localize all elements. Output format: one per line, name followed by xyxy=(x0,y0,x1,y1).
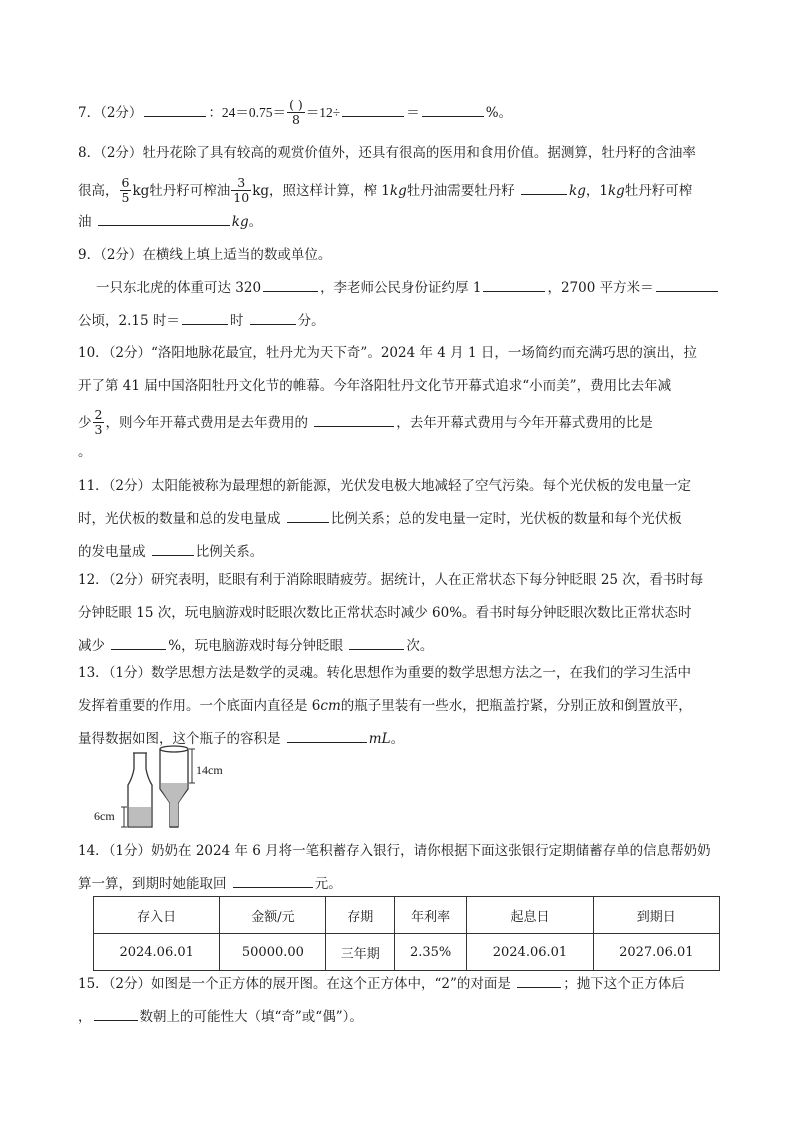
q9-blank-4[interactable] xyxy=(182,308,228,325)
q13-blank-1[interactable] xyxy=(287,726,367,743)
q15-line-2b: 数朝上的可能性大（填“奇”或“偶”）。 xyxy=(139,1009,363,1025)
q8-line-3b: 。 xyxy=(248,214,263,230)
q13-line-2a: 发挥着重要的作用。一个底面内直径是 6 xyxy=(78,698,321,714)
q14-blank-1[interactable] xyxy=(233,871,313,888)
q10-line-4: 。 xyxy=(78,444,92,460)
q9-blank-1[interactable] xyxy=(263,275,318,292)
q15-blank-1[interactable] xyxy=(517,971,561,988)
q7-fraction-denominator: 8 xyxy=(291,112,300,127)
q11-blank-1[interactable] xyxy=(287,506,329,523)
q8-line-2a: 很高， xyxy=(78,183,119,199)
q8-fraction-2 xyxy=(231,176,251,205)
q9-line-3a: 公顷，2.15 时＝ xyxy=(78,313,180,329)
q7-text-4: %。 xyxy=(485,105,513,121)
q9-line-1: 在横线上填上适当的数或单位。 xyxy=(142,247,332,263)
q9-blank-5[interactable] xyxy=(250,308,296,325)
q13-unit-cm: cm xyxy=(320,698,341,714)
table-header-row xyxy=(94,897,720,934)
question-12 xyxy=(78,564,728,663)
inverted-bottle-water xyxy=(161,783,187,826)
q7-blank-3[interactable] xyxy=(422,100,484,117)
q13-score: （1分） xyxy=(108,665,152,681)
table-cell: 50000.00 xyxy=(220,934,326,971)
q8-unit-kg-4: kg xyxy=(231,214,249,230)
q8-line-3a: 油 xyxy=(78,214,92,230)
question-14 xyxy=(78,835,728,901)
q7-text-2: ＝12÷ xyxy=(305,105,341,120)
q8-line-2d: 牡丹油需要牡丹籽 xyxy=(406,183,515,199)
q11-number: 11． xyxy=(78,478,109,494)
q15-blank-2[interactable] xyxy=(94,1004,138,1021)
q7-blank-2[interactable] xyxy=(342,100,404,117)
q14-line-1: 奶奶在 2024 年 6 月将一笔积蓄存入银行，请你根据下面这张银行定期储蓄存单的信息帮奶奶 xyxy=(151,843,711,859)
q14-score: （1分） xyxy=(108,843,152,859)
q9-line-2b: ，李老师公民身份证约厚 1 xyxy=(320,280,482,296)
question-7 xyxy=(78,96,728,130)
q8-fraction-1-denominator: 5 xyxy=(121,190,130,205)
q15-line-2a: ， xyxy=(78,1009,92,1025)
q11-line-2b: 比例关系；总的发电量一定时，光伏板的数量和每个光伏板 xyxy=(330,511,682,527)
q12-score: （2分） xyxy=(108,572,152,588)
q8-line-2e: ，1 xyxy=(585,183,608,199)
q13-line-2b: 的瓶子里装有一些水，把瓶盖拧紧，分别正放和倒置放平， xyxy=(340,698,692,714)
q10-score: （2分） xyxy=(108,345,152,361)
q8-line-2b: kg牡丹籽可榨油 xyxy=(132,183,231,199)
q8-blank-1[interactable] xyxy=(521,178,567,195)
table-header-cell: 存期 xyxy=(326,897,395,934)
table-row xyxy=(94,934,720,971)
q10-fraction-numerator: 2 xyxy=(94,407,103,422)
q13-line-3a: 量得数据如图，这个瓶子的容积是 xyxy=(78,731,281,747)
q15-line-1a: 如图是一个正方体的展开图。在这个正方体中，“2”的对面是 xyxy=(151,976,511,992)
table-header-cell: 到期日 xyxy=(593,897,719,934)
q9-line-3b: 时 xyxy=(229,313,244,329)
q7-fraction xyxy=(287,98,305,127)
table-cell: 2024.06.01 xyxy=(94,934,220,971)
q10-fraction-denominator: 3 xyxy=(94,422,103,437)
q9-line-2c: ，2700 平方米＝ xyxy=(547,280,654,296)
q10-line-2: 开了第 41 届中国洛阳牡丹文化节的帷幕。今年洛阳牡丹文化节开幕式追求“小而美”，费用比去年减 xyxy=(78,378,672,394)
q13-line-3c: 。 xyxy=(390,731,405,747)
q15-score: （2分） xyxy=(108,976,152,992)
q7-text-1: ：24＝0.75＝ xyxy=(208,105,287,120)
q11-line-3a: 的发电量成 xyxy=(78,544,146,560)
table-header-cell: 起息日 xyxy=(467,897,593,934)
table-header-cell: 存入日 xyxy=(94,897,220,934)
q8-fraction-1-numerator: 6 xyxy=(121,175,130,190)
table-header-cell: 年利率 xyxy=(394,897,466,934)
question-9 xyxy=(78,239,728,338)
q8-fraction-1 xyxy=(120,176,132,205)
q10-fraction xyxy=(93,408,105,437)
q8-line-2f: 牡丹籽可榨 xyxy=(624,183,693,199)
q10-line-3c: ，去年开幕式费用与今年开幕式费用的比是 xyxy=(396,415,653,431)
q8-blank-2[interactable] xyxy=(98,209,230,226)
q12-line-3a: 减少 xyxy=(78,638,105,654)
q14-line-2a: 算一算，到期时她能取回 xyxy=(78,876,227,892)
q9-score: （2分） xyxy=(100,247,143,263)
q8-number: 8． xyxy=(78,145,101,161)
q13-label-6cm: 6cm xyxy=(94,809,115,823)
q8-unit-kg-2: kg xyxy=(569,183,586,199)
table-cell: 三年期 xyxy=(326,934,395,971)
q8-unit-kg-1: kg xyxy=(389,183,407,199)
table-header-cell: 金额/元 xyxy=(220,897,326,934)
q11-blank-2[interactable] xyxy=(152,539,194,556)
upright-bottle-water xyxy=(129,807,151,826)
bottle-diagram xyxy=(120,745,240,835)
question-10 xyxy=(78,337,728,469)
q12-line-3b: %，玩电脑游戏时每分钟眨眼 xyxy=(168,638,344,654)
q11-line-2a: 时，光伏板的数量和总的发电量成 xyxy=(78,511,281,527)
q7-fraction-numerator: ( ) xyxy=(289,97,303,112)
q9-line-2a: 一只东北虎的体重可达 320 xyxy=(96,280,262,296)
q14-line-2b: 元。 xyxy=(314,876,342,892)
q13-label-14cm: 14cm xyxy=(196,763,223,777)
q10-number: 10． xyxy=(78,345,109,361)
q8-score: （2分） xyxy=(100,145,143,161)
q15-number: 15． xyxy=(78,976,109,992)
q9-blank-3[interactable] xyxy=(656,275,718,292)
q8-line-2c: kg，照这样计算，榨 1 xyxy=(252,183,390,199)
question-11 xyxy=(78,470,728,569)
q7-score: （2分） xyxy=(100,105,143,121)
q13-number: 13． xyxy=(78,665,109,681)
table-cell: 2024.06.01 xyxy=(467,934,593,971)
q9-number: 9． xyxy=(78,247,101,263)
q11-score: （2分） xyxy=(108,478,152,494)
table-cell: 2027.06.01 xyxy=(593,934,719,971)
q10-line-3b: ，则今年开幕式费用是去年费用的 xyxy=(105,415,308,431)
q13-line-1: 数学思想方法是数学的灵魂。转化思想作为重要的数学思想方法之一，在我们的学习生活中 xyxy=(151,665,692,681)
q8-fraction-2-numerator: 3 xyxy=(231,176,251,191)
q10-line-1: “洛阳地脉花最宜，牡丹尤为天下奇”。2024 年 4 月 1 日，一场简约而充满巧思的演出，拉 xyxy=(151,345,697,361)
q12-line-2: 分钟眨眼 15 次，玩电脑游戏时眨眼次数比正常状态时减少 60%。看书时每分钟眨眼次数比正常状态时 xyxy=(78,605,692,621)
question-13 xyxy=(78,657,728,756)
q7-number: 7． xyxy=(78,105,101,121)
q12-line-1: 研究表明，眨眼有利于消除眼睛疲劳。据统计，人在正常状态下每分钟眨眼 25 次，看书时每 xyxy=(151,572,704,588)
q10-line-3a: 少 xyxy=(78,415,92,431)
deposit-slip-table xyxy=(93,896,720,971)
q12-blank-2[interactable] xyxy=(349,633,404,650)
q13-unit-ml: mL xyxy=(368,731,391,747)
q11-line-3b: 比例关系。 xyxy=(195,544,264,560)
q15-line-1b: ；抛下这个正方体后 xyxy=(563,976,685,992)
q7-text-3: ＝ xyxy=(406,105,420,121)
q9-blank-2[interactable] xyxy=(483,275,545,292)
q12-number: 12． xyxy=(78,572,109,588)
q13-bottle-figure xyxy=(94,745,240,839)
question-15 xyxy=(78,968,728,1034)
q8-unit-kg-3: kg xyxy=(607,183,625,199)
q8-fraction-2-denominator: 10 xyxy=(233,190,250,205)
q7-blank-1[interactable] xyxy=(144,100,206,117)
q12-blank-1[interactable] xyxy=(111,633,166,650)
q10-blank-1[interactable] xyxy=(314,410,394,427)
table-cell: 2.35% xyxy=(394,934,466,971)
q12-line-3c: 次。 xyxy=(406,638,434,654)
q14-number: 14． xyxy=(78,843,109,859)
q8-line-1: 牡丹花除了具有较高的观赏价值外，还具有很高的医用和食用价值。据测算，牡丹籽的含油率 xyxy=(142,145,696,161)
q9-line-3c: 分。 xyxy=(297,313,325,329)
question-8 xyxy=(78,137,728,239)
q11-line-1: 太阳能被称为最理想的新能源，光伏发电极大地减轻了空气污染。每个光伏板的发电量一定 xyxy=(151,478,692,494)
